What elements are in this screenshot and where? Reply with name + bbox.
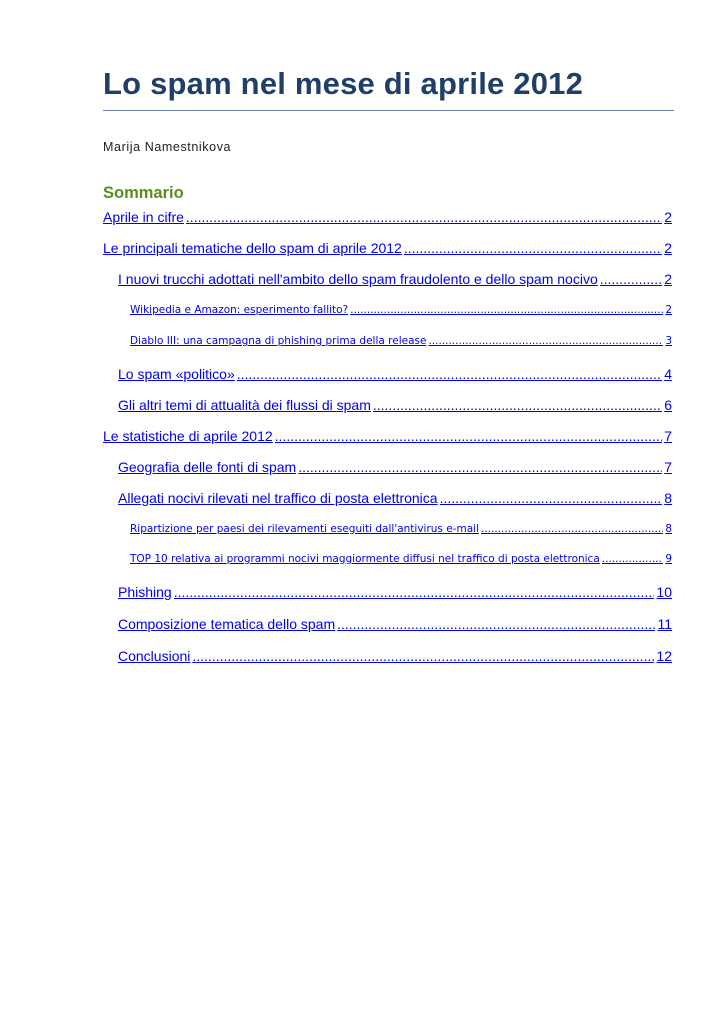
toc-entry-text: Wikipedia e Amazon: esperimento fallito?	[130, 304, 349, 316]
toc-page-number: 7	[664, 428, 672, 444]
toc-entry[interactable]	[118, 616, 672, 632]
toc-entry-text: Ripartizione per paesi dei rilevamenti eseguiti dall'antivirus e-mail	[130, 523, 479, 535]
toc-page-number: 8	[664, 490, 672, 506]
toc-entry-text: Le statistiche di aprile 2012	[103, 428, 273, 444]
toc-entry-text: Aprile in cifre	[103, 209, 184, 225]
toc-leader-dots	[186, 209, 662, 225]
toc-entry-text: Lo spam «politico»	[118, 366, 235, 382]
toc-entry-text: Composizione tematica dello spam	[118, 616, 336, 632]
toc-entry[interactable]	[103, 428, 672, 444]
toc-page-number: 10	[656, 584, 672, 600]
toc-leader-dots	[373, 397, 662, 413]
toc-leader-dots	[192, 648, 654, 664]
toc-leader-dots	[440, 490, 663, 506]
toc-entry[interactable]	[118, 490, 672, 506]
document-author: Marija Namestnikova	[103, 140, 232, 154]
toc-leader-dots	[404, 240, 662, 256]
toc-entry[interactable]	[118, 459, 672, 475]
toc-entry-text: Gli altri temi di attualità dei flussi di spam	[118, 397, 371, 413]
toc-page-number: 7	[664, 459, 672, 475]
toc-entry[interactable]	[118, 648, 672, 664]
toc-page-number: 2	[665, 304, 672, 316]
toc-entry[interactable]	[103, 209, 672, 225]
toc-entry[interactable]	[130, 304, 672, 316]
toc-page-number: 3	[665, 335, 672, 347]
toc-leader-dots	[600, 271, 662, 287]
toc-leader-dots	[298, 459, 662, 475]
toc-page-number: 9	[665, 553, 672, 565]
toc-entry[interactable]	[130, 523, 672, 535]
toc-entry[interactable]	[118, 397, 672, 413]
toc-entry-text: Le principali tematiche dello spam di aprile 2012	[103, 240, 402, 256]
title-divider	[103, 110, 674, 111]
toc-entry-text: Geografia delle fonti di spam	[118, 459, 297, 475]
toc-page-number: 6	[664, 397, 672, 413]
toc-leader-dots	[337, 616, 655, 632]
toc-entry-text: TOP 10 relativa ai programmi nocivi maggiormente diffusi nel traffico di posta elettronica	[130, 553, 600, 565]
toc-leader-dots	[350, 304, 663, 316]
toc-entry-text: I nuovi trucchi adottati nell'ambito dello spam fraudolento e dello spam nocivo	[118, 271, 598, 287]
toc-page-number: 2	[664, 240, 672, 256]
toc-leader-dots	[237, 366, 662, 382]
toc-leader-dots	[602, 553, 664, 565]
toc-entry-text: Allegati nocivi rilevati nel traffico di posta elettronica	[118, 490, 438, 506]
document-title: Lo spam nel mese di aprile 2012	[103, 66, 584, 101]
toc-page-number: 11	[657, 616, 672, 632]
toc-entry-text: Conclusioni	[118, 648, 191, 664]
toc-leader-dots	[428, 335, 663, 347]
toc-leader-dots	[481, 523, 663, 535]
toc-entry[interactable]	[130, 553, 672, 565]
toc-entry-text: Diablo III: una campagna di phishing prima della release	[130, 335, 427, 347]
toc-entry[interactable]	[118, 584, 672, 600]
toc-page-number: 4	[664, 366, 672, 382]
toc-page-number: 2	[664, 209, 672, 225]
toc-entry[interactable]	[103, 240, 672, 256]
toc-entry-text: Phishing	[118, 584, 172, 600]
toc-entry[interactable]	[130, 335, 672, 347]
toc-entry[interactable]	[118, 271, 672, 287]
toc-leader-dots	[275, 428, 663, 444]
toc-entry[interactable]	[118, 366, 672, 382]
toc-page-number: 12	[656, 648, 672, 664]
toc-page-number: 2	[664, 271, 672, 287]
toc-page-number: 8	[665, 523, 672, 535]
toc-leader-dots	[174, 584, 655, 600]
toc-heading: Sommario	[103, 184, 184, 202]
